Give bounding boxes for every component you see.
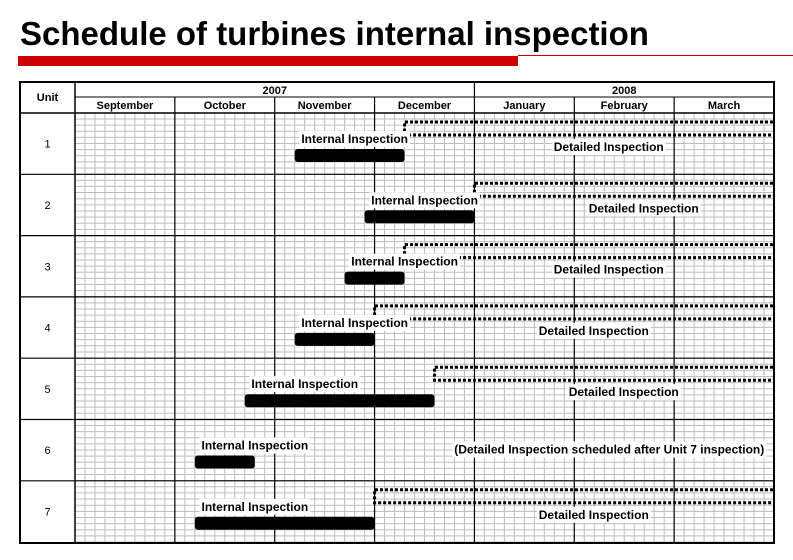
- internal-inspection-bar: [345, 272, 405, 285]
- year-label: 2007: [262, 85, 287, 97]
- internal-inspection-label: Internal Inspection: [371, 193, 478, 208]
- unit-label: 7: [44, 506, 51, 519]
- month-label: November: [297, 100, 352, 112]
- internal-inspection-bar: [245, 394, 435, 407]
- detailed-inspection-label: Detailed Inspection: [538, 507, 649, 522]
- internal-inspection-label: Internal Inspection: [251, 377, 359, 392]
- unit-label: 2: [44, 199, 51, 212]
- unit-label: 5: [44, 383, 51, 396]
- internal-inspection-bar: [195, 517, 375, 530]
- internal-inspection-label: Internal Inspection: [301, 132, 409, 146]
- unit-label: 4: [44, 322, 51, 335]
- internal-inspection-bar: [365, 210, 475, 223]
- internal-inspection-label: Internal Inspection: [201, 438, 309, 453]
- internal-inspection-label: Internal Inspection: [301, 315, 409, 330]
- internal-inspection-bar: [295, 333, 375, 346]
- month-label: February: [600, 100, 648, 112]
- internal-inspection-label: Internal Inspection: [351, 254, 458, 269]
- detailed-inspection-bar: [405, 122, 773, 135]
- unit-label: 1: [44, 138, 51, 151]
- detailed-inspection-label: Detailed Inspection: [568, 385, 679, 400]
- unit-label: 3: [44, 261, 51, 274]
- detailed-inspection-label: Detailed Inspection: [553, 262, 664, 277]
- schedule-note: (Detailed Inspection scheduled after Unit 7 inspection): [454, 442, 765, 457]
- internal-inspection-bar: [295, 149, 405, 162]
- internal-inspection-bar: [195, 456, 255, 469]
- unit-label: 6: [44, 445, 51, 458]
- internal-inspection-label: Internal Inspection: [201, 499, 309, 514]
- detailed-inspection-label: Detailed Inspection: [553, 140, 664, 154]
- month-label: January: [503, 100, 546, 112]
- month-label: October: [203, 100, 246, 112]
- month-label: March: [707, 100, 741, 112]
- page-title: Schedule of turbines internal inspection: [20, 15, 649, 52]
- month-label: September: [96, 100, 154, 112]
- month-label: December: [397, 100, 452, 112]
- unit-column-header: Unit: [36, 92, 59, 104]
- detailed-inspection-label: Detailed Inspection: [588, 201, 699, 216]
- detailed-inspection-label: Detailed Inspection: [538, 323, 649, 338]
- year-label: 2008: [611, 85, 637, 97]
